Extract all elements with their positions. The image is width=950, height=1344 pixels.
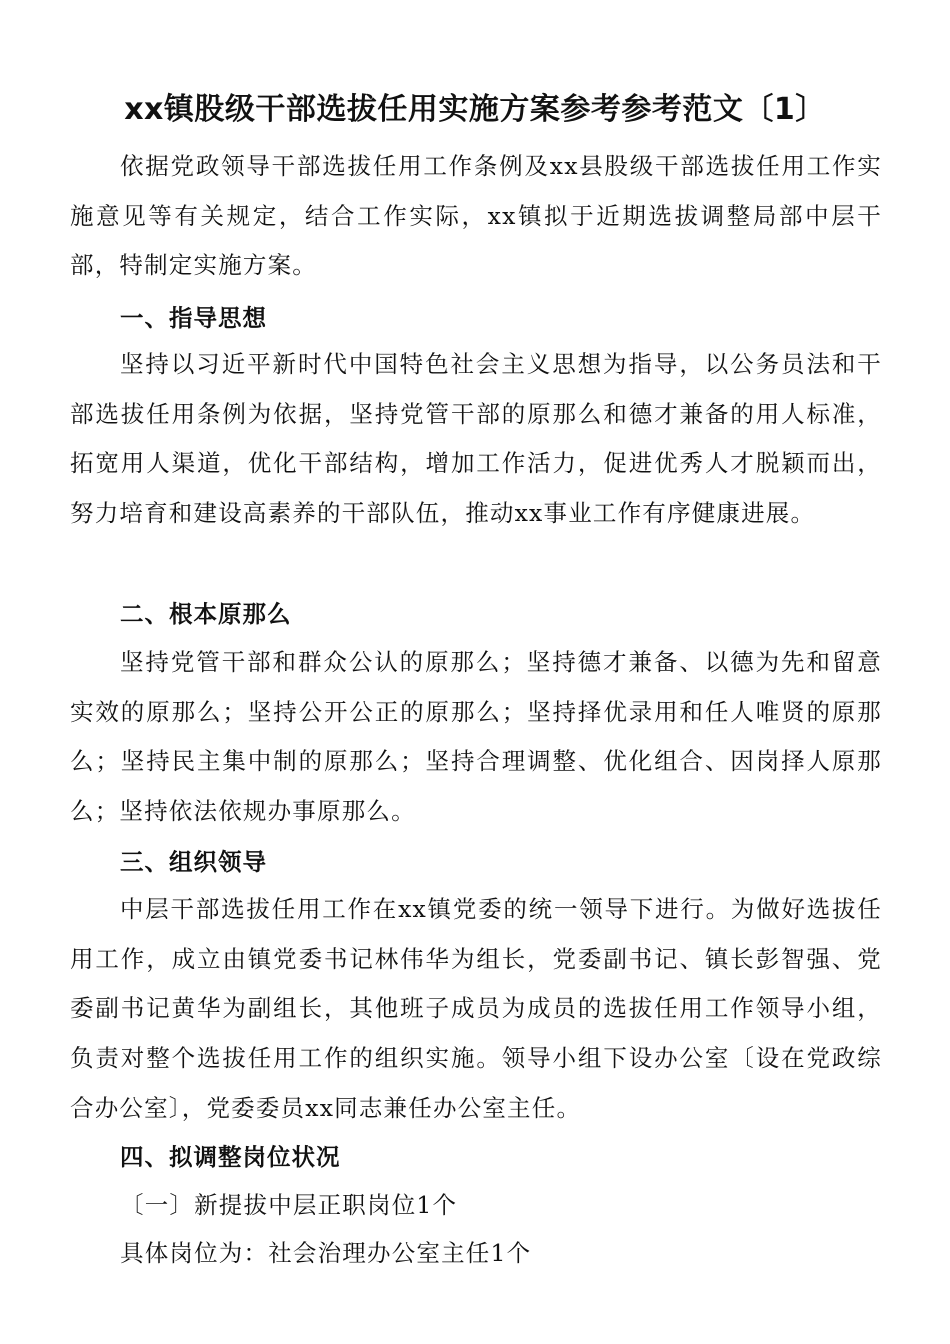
section-body-organization: 中层干部选拔任用工作在xx镇党委的统一领导下进行。为做好选拔任用工作，成立由镇党委书记林伟华为组长，党委副书记、镇长彭智强、党委副书记黄华为副组长，其他班子成员为成员的选拔任用工作领导小组，负责对整个选拔任用工作的组织实施。领导小组下设办公室〔设在党政综合办公室〕，党委委员xx同志兼任办公室主任。	[70, 895, 882, 1122]
section-heading-guiding-ideology: 一、指导思想	[120, 304, 267, 332]
section-heading-positions: 四、拟调整岗位状况	[120, 1143, 341, 1171]
section-heading-basic-principles: 二、根本原那么	[120, 600, 292, 628]
positions-detail: 具体岗位为：社会治理办公室主任1个	[120, 1239, 532, 1267]
intro-paragraph: 依据党政领导干部选拔任用工作条例及xx县股级干部选拔任用工作实施意见等有关规定，结合工作实际，xx镇拟于近期选拔调整局部中层干部，特制定实施方案。	[70, 152, 882, 280]
positions-sub-item: 〔一〕新提拔中层正职岗位1个	[120, 1191, 458, 1219]
section-body-basic-principles: 坚持党管干部和群众公认的原那么；坚持德才兼备、以德为先和留意实效的原那么；坚持公开公正的原那么；坚持择优录用和任人唯贤的原那么；坚持民主集中制的原那么；坚持合理调整、优化组合、因岗择人原那么；坚持依法依规办事原那么。	[70, 648, 882, 826]
section-body-guiding-ideology: 坚持以习近平新时代中国特色社会主义思想为指导，以公务员法和干部选拔任用条例为依据，坚持党管干部的原那么和德才兼备的用人标准，拓宽用人渠道，优化干部结构，增加工作活力，促进优秀人才脱颖而出，努力培育和建设高素养的干部队伍，推动xx事业工作有序健康进展。	[70, 350, 882, 528]
document-title: xx镇股级干部选拔任用实施方案参考参考范文〔1〕	[124, 92, 826, 127]
section-heading-organization: 三、组织领导	[120, 848, 267, 876]
